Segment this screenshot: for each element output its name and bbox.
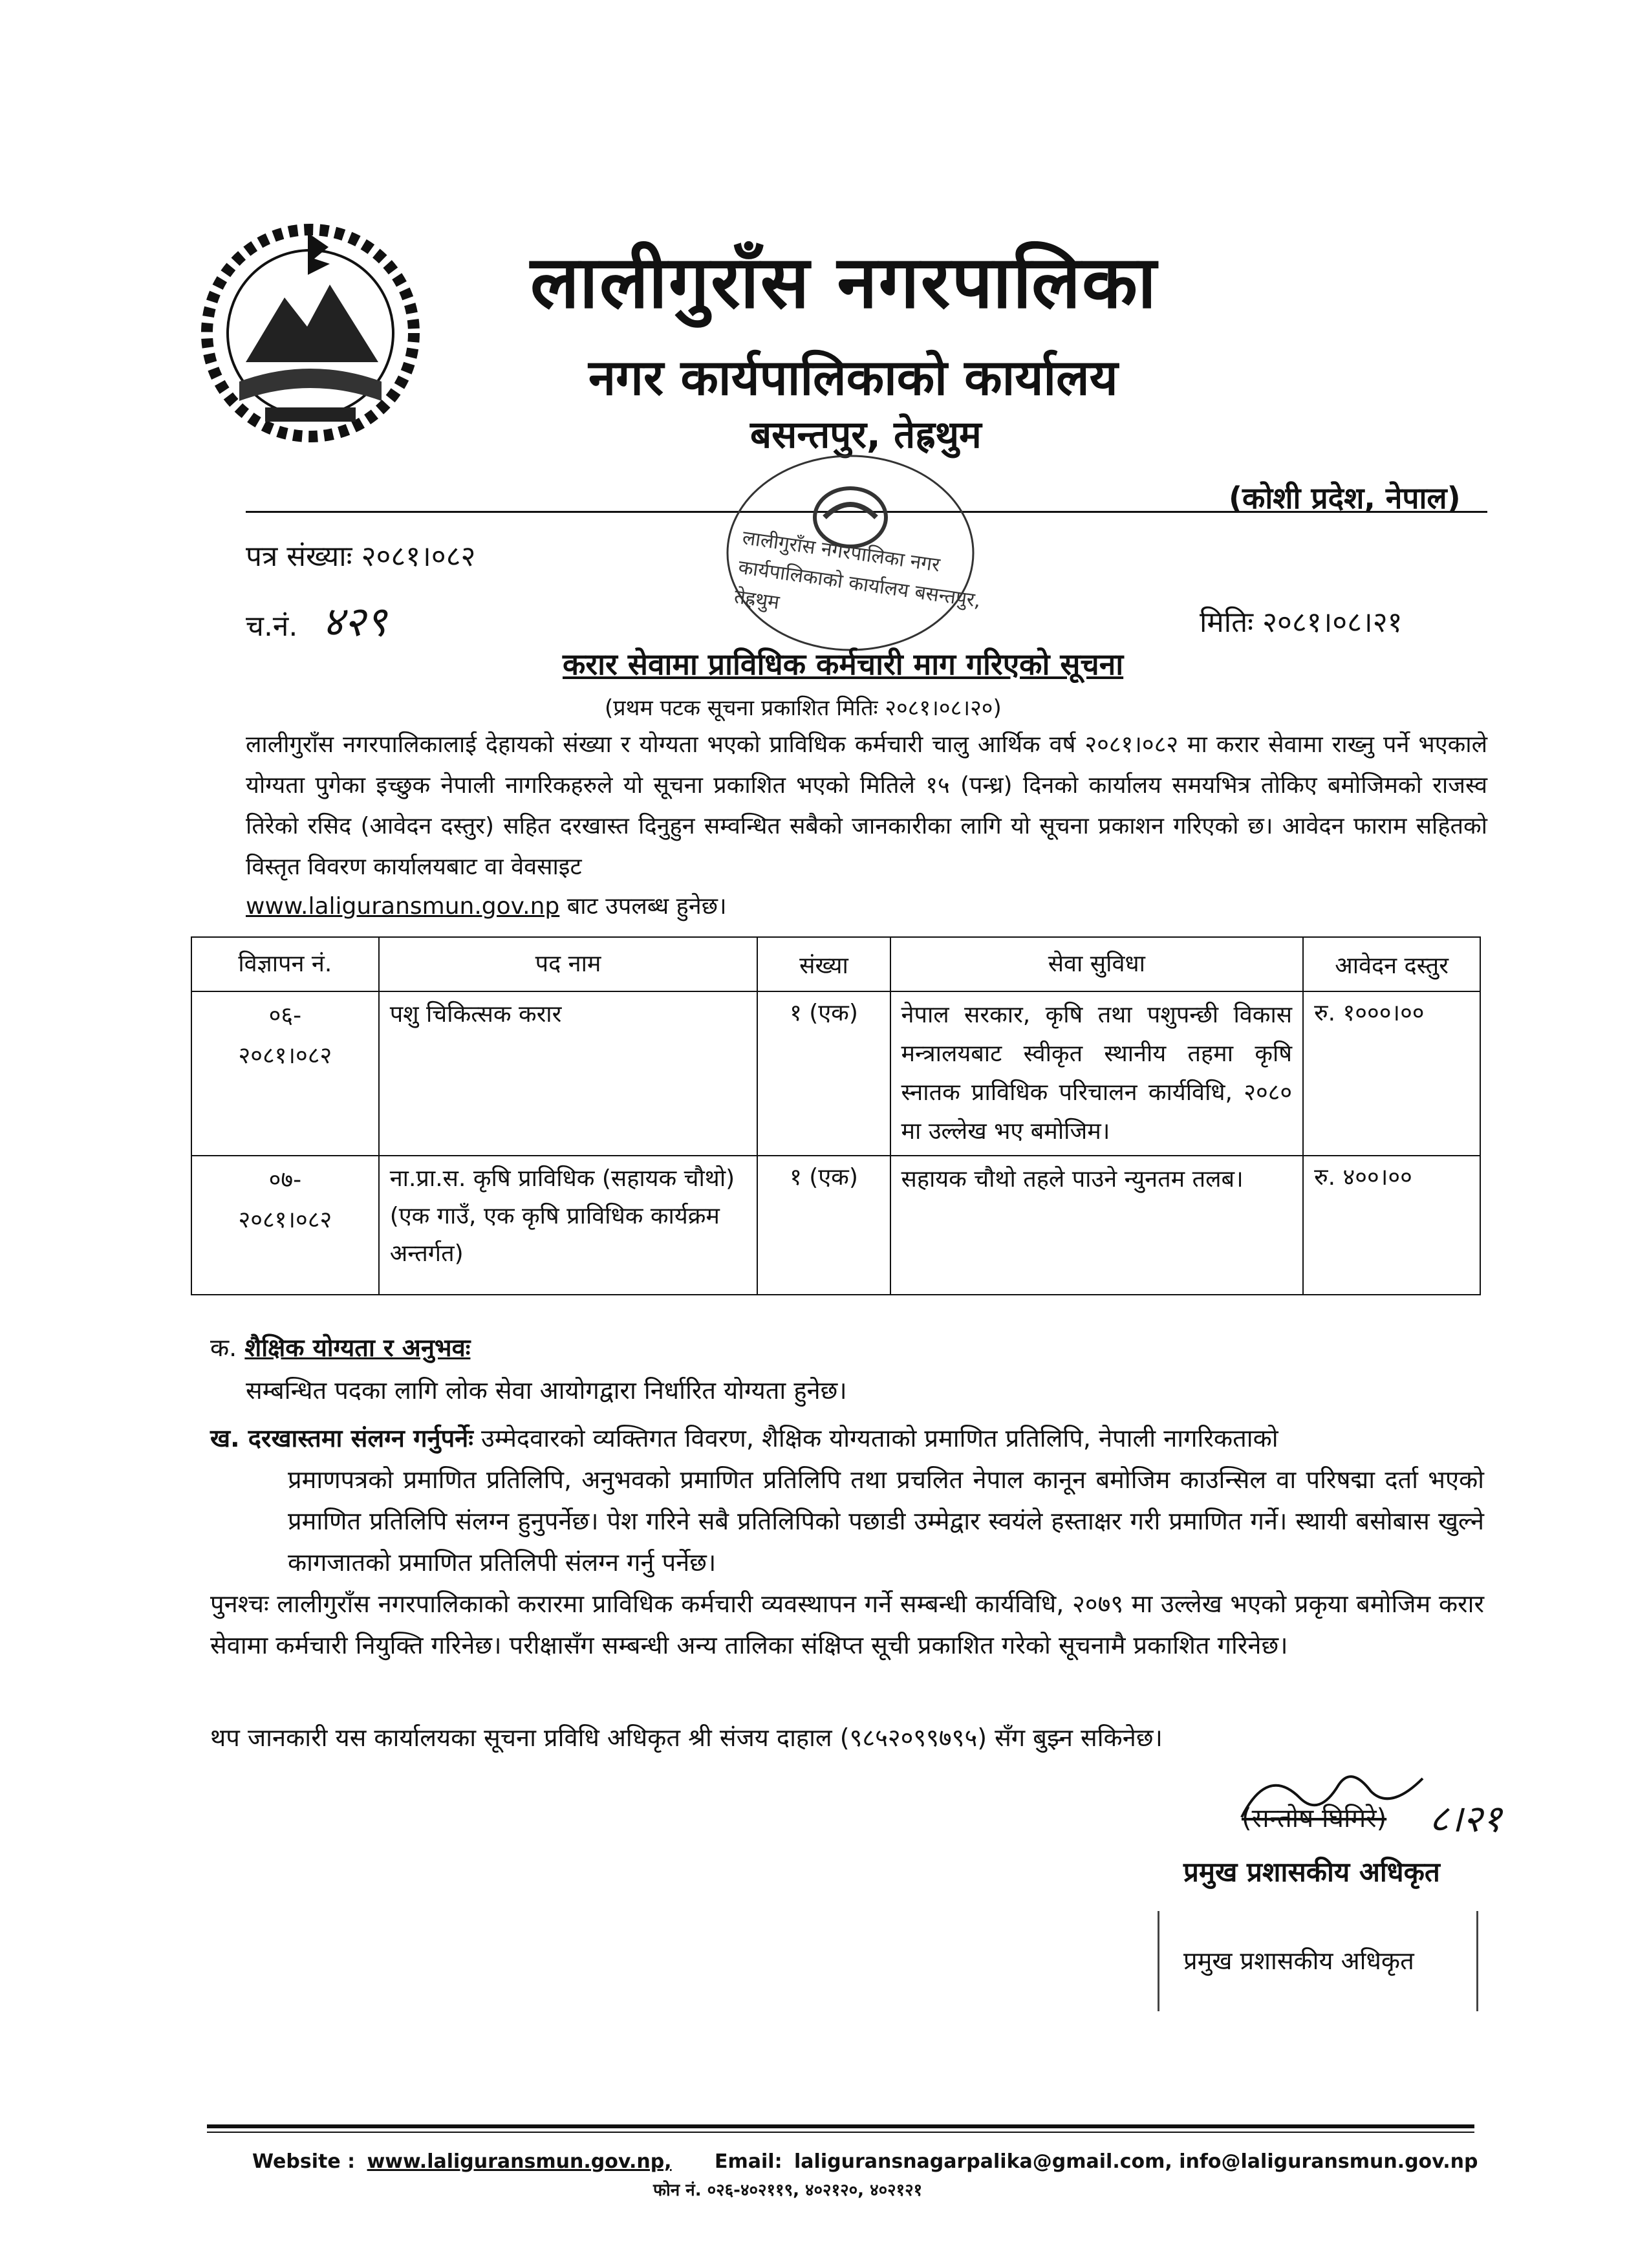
footer-divider (207, 2124, 1474, 2128)
count-cell: १ (एक) (757, 991, 890, 1156)
column-header: पद नाम (379, 937, 758, 991)
column-header: संख्या (757, 937, 890, 991)
office-location: बसन्तपुर, तेह्रथुम (750, 413, 982, 457)
benefit-cell: नेपाल सरकार, कृषि तथा पशुपन्छी विकास मन्त्रालयबाट स्वीकृत स्थानीय तहमा कृषि स्नातक प्राविधिक परिचालन कार्यविधि, २०८० मा उल्लेख भए बमोजिम। (890, 991, 1304, 1156)
footer-phone: फोन नं. ०२६-४०२११९, ४०२१२०, ४०२१२१ (653, 2181, 923, 2200)
table-row (191, 991, 1480, 1156)
intro-paragraph: लालीगुराँस नगरपालिकालाई देहायको संख्या र योग्यता भएको प्राविधिक कर्मचारी चालु आर्थिक वर्ष २०८१।०८२ मा करार सेवामा राख्नु पर्ने भएकाले योग्यता पुगेका इच्छुक नेपाली नागरिकहरुले यो सूचना प्रकाशित भएको मितिले १५ (पन्ध्र) दिनको कार्यालय समयभित्र तोकिए बमोजिमको राजस्व तिरेको रसिद (आवेदन दस्तुर) सहित दरखास्त दिनुहुन सम्वन्धित सबैको जानकारीका लागि यो सूचना प्रकाशन गरिएको छ। आवेदन फाराम सहितको विस्तृत विवरण कार्यालयबाट वा वेवसाइट (246, 731, 1487, 880)
footer-website-link[interactable]: www.laliguransmun.gov.np, (367, 2150, 672, 2173)
footer-email-link[interactable]: laliguransnagarpalika@gmail.com, info@laliguransmun.gov.np (794, 2150, 1478, 2173)
vacancy-table (191, 936, 1481, 1295)
intro-website-line: www.laliguransmun.gov.np बाट उपलब्ध हुनेछ। (246, 893, 727, 920)
office-stamp-text: लालीगुराँस नगरपालिका नगर कार्यपालिकाको कार्यालय बसन्तपुर, तेह्रथुम (733, 526, 982, 614)
column-header: सेवा सुविधा (890, 937, 1304, 991)
website-link[interactable]: www.laliguransmun.gov.np (246, 893, 560, 920)
ad-number-cell: ०६- २०८१।०८२ (191, 991, 379, 1156)
column-header: विज्ञापन नं. (191, 937, 379, 991)
signer-name: (सन्तोष घिमिरे) (1242, 1804, 1387, 1833)
fee-cell: रु. ४००।०० (1303, 1156, 1480, 1295)
org-name: लालीगुराँस नगरपालिका (530, 241, 1158, 325)
footer-divider-thin (207, 2132, 1474, 2133)
letter-number: पत्र संख्याः २०८१।०८२ (246, 540, 476, 573)
province-label: (कोशी प्रदेश, नेपाल) (1229, 481, 1461, 515)
table-row (191, 1156, 1480, 1295)
post-cell: ना.प्रा.स. कृषि प्राविधिक (सहायक चौथो) (एक गाउँ, एक कृषि प्राविधिक कार्यक्रम अन्तर्गत) (379, 1156, 758, 1295)
table-header-row (191, 937, 1480, 991)
dispatch-number-handwritten: ४२९ (322, 598, 387, 646)
notice-subtitle: (प्रथम पटक सूचना प्रकाशित मितिः २०८१।०८।२०) (605, 695, 1002, 721)
column-header: आवेदन दस्तुर (1303, 937, 1480, 991)
count-cell: १ (एक) (757, 1156, 890, 1295)
postscript-paragraph: पुनश्चः लालीगुराँस नगरपालिकाको करारमा प्राविधिक कर्मचारी व्यवस्थापन गर्ने सम्बन्धी कार्यविधि, २०७९ मा उल्लेख भएको प्रकृया बमोजिम करार सेवामा कर्मचारी नियुक्ति गरिनेछ। परीक्षासँग सम्बन्धी अन्य तालिका संक्षिप्त सूची प्रकाशित गरेको सूचनामै प्रकाशित गरिनेछ। (210, 1590, 1484, 1659)
notice-title: करार सेवामा प्राविधिक कर्मचारी माग गरिएको सूचना (563, 647, 1124, 682)
qualification-heading: क. शैक्षिक योग्यता र अनुभवः (210, 1334, 471, 1362)
office-name: नगर कार्यपालिकाको कार्यालय (588, 349, 1118, 406)
signer-title: प्रमुख प्रशासकीय अधिकृत (1183, 1856, 1440, 1888)
footer-email: Email: laliguransnagarpalika@gmail.com, info@laliguransmun.gov.np (715, 2150, 1478, 2173)
required-documents-paragraph: ख. दरखास्तमा संलग्न गर्नुपर्नेः उम्मेदवारको व्यक्तिगत विवरण, शैक्षिक योग्यताको प्रमाणित प्रतिलिपि, नेपाली नागरिकताको प्रमाणपत्रको प्रमाणित प्रतिलिपि, अनुभवको प्रमाणित प्रतिलिपि तथा प्रचलित नेपाल कानून बमोजिम काउन्सिल वा परिषद्मा दर्ता भएको प्रमाणित प्रतिलिपि संलग्न हुनुपर्नेछ। पेश गरिने सबै प्रतिलिपिको पछाडी उम्मेद्वार स्वयंले हस्ताक्षर गरी प्रमाणित गर्ने। स्थायी बसोबास खुल्ने कागजातको प्रमाणित प्रतिलिपी संलग्न गर्नु पर्नेछ। (210, 1424, 1484, 1577)
fee-cell: रु. १०००।०० (1303, 991, 1480, 1156)
signature-date-handwritten: ८।२१ (1429, 1797, 1502, 1841)
contact-note: थप जानकारी यस कार्यालयका सूचना प्रविधि अधिकृत श्री संजय दाहाल (९८५२०९९७९५) सँग बुझ्न सकिनेछ। (210, 1723, 1163, 1752)
nepal-emblem-icon (194, 213, 427, 446)
notice-date: मितिः २०८१।०८।२१ (1200, 606, 1403, 639)
benefit-cell: सहायक चौथो तहले पाउने न्युनतम तलब। (890, 1156, 1304, 1295)
dispatch-number: च.नं. ४२९ (246, 598, 387, 646)
designation-stamp-text: प्रमुख प्रशासकीय अधिकृत (1183, 1947, 1414, 1975)
footer-website: Website : www.laliguransmun.gov.np, (252, 2150, 672, 2173)
ad-number-cell: ०७- २०८१।०८२ (191, 1156, 379, 1295)
post-cell: पशु चिकित्सक करार (379, 991, 758, 1156)
qualification-text: सम्बन्धित पदका लागि लोक सेवा आयोगद्वारा निर्धारित योग्यता हुनेछ। (246, 1376, 847, 1405)
